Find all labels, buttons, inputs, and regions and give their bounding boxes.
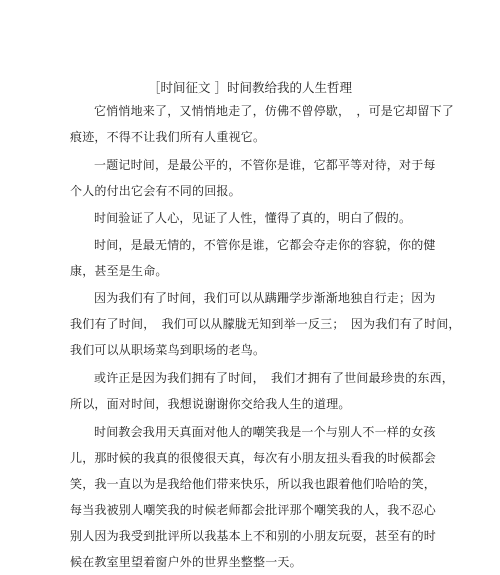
paragraph-1	[70, 98, 455, 150]
paragraph-line: 候在教室里望着窗户外的世界坐整整一天。	[70, 555, 302, 569]
paragraph-line: 我们有了时间， 我们可以从朦胧无知到举一反三； 因为我们有了时间，	[70, 317, 461, 331]
paragraph-line: 个人的付出它会有不同的回报。	[70, 184, 241, 198]
paragraph-3	[70, 205, 450, 231]
paragraph-2	[70, 152, 450, 204]
paragraph-line: 每当我被别人嘲笑我的时候老师都会批评那个嘲笑我的人，我不忍心	[70, 503, 437, 517]
paragraph-line: 它悄悄地来了，又悄悄地走了，仿佛不曾停歇， ，可是它却留下了	[94, 104, 455, 118]
paragraph-line: 我们可以从职场菜鸟到职场的老鸟。	[70, 343, 266, 357]
document-title: ［时间征文 ］时间教给我的人生哲理	[148, 80, 352, 95]
paragraph-line: 时间教会我用天真面对他人的嘲笑我是一个与别人不一样的女孩	[94, 425, 436, 439]
paragraph-4	[70, 232, 450, 284]
paragraph-5	[70, 285, 461, 363]
paragraph-line: 康，甚至是生命。	[70, 264, 168, 278]
paragraph-line: 时间验证了人心，见证了人性，懂得了真的，明白了假的。	[94, 211, 412, 225]
paragraph-line: 痕迹，不得不让我们所有人重视它。	[70, 130, 266, 144]
paragraph-line: 儿，那时候的我真的很傻很天真，每次有小朋友扭头看我的时候都会	[70, 451, 437, 465]
paragraph-line: 所以，面对时间，我想说谢谢你交给我人生的道理。	[70, 397, 351, 411]
paragraph-7	[70, 419, 450, 575]
paragraph-line: 因为我们有了时间，我们可以从蹒跚学步渐渐地独自行走；因为	[94, 291, 436, 305]
paragraph-line: 别人因为我受到批评所以我基本上不和别的小朋友玩耍，甚至有的时	[70, 529, 437, 543]
paragraph-line: 或许正是因为我们拥有了时间， 我们才拥有了世间最珍贵的东西，	[94, 371, 455, 385]
paragraph-line: 时间，是最无情的，不管你是谁，它都会夺走你的容貌，你的健	[94, 238, 436, 252]
paragraph-line: 笑，我一直以为是我给他们带来快乐，所以我也跟着他们哈哈的笑，	[70, 477, 437, 491]
paragraph-6	[70, 365, 455, 417]
paragraph-line: 一题记时间，是最公平的，不管你是谁，它都平等对待，对于每	[94, 158, 436, 172]
